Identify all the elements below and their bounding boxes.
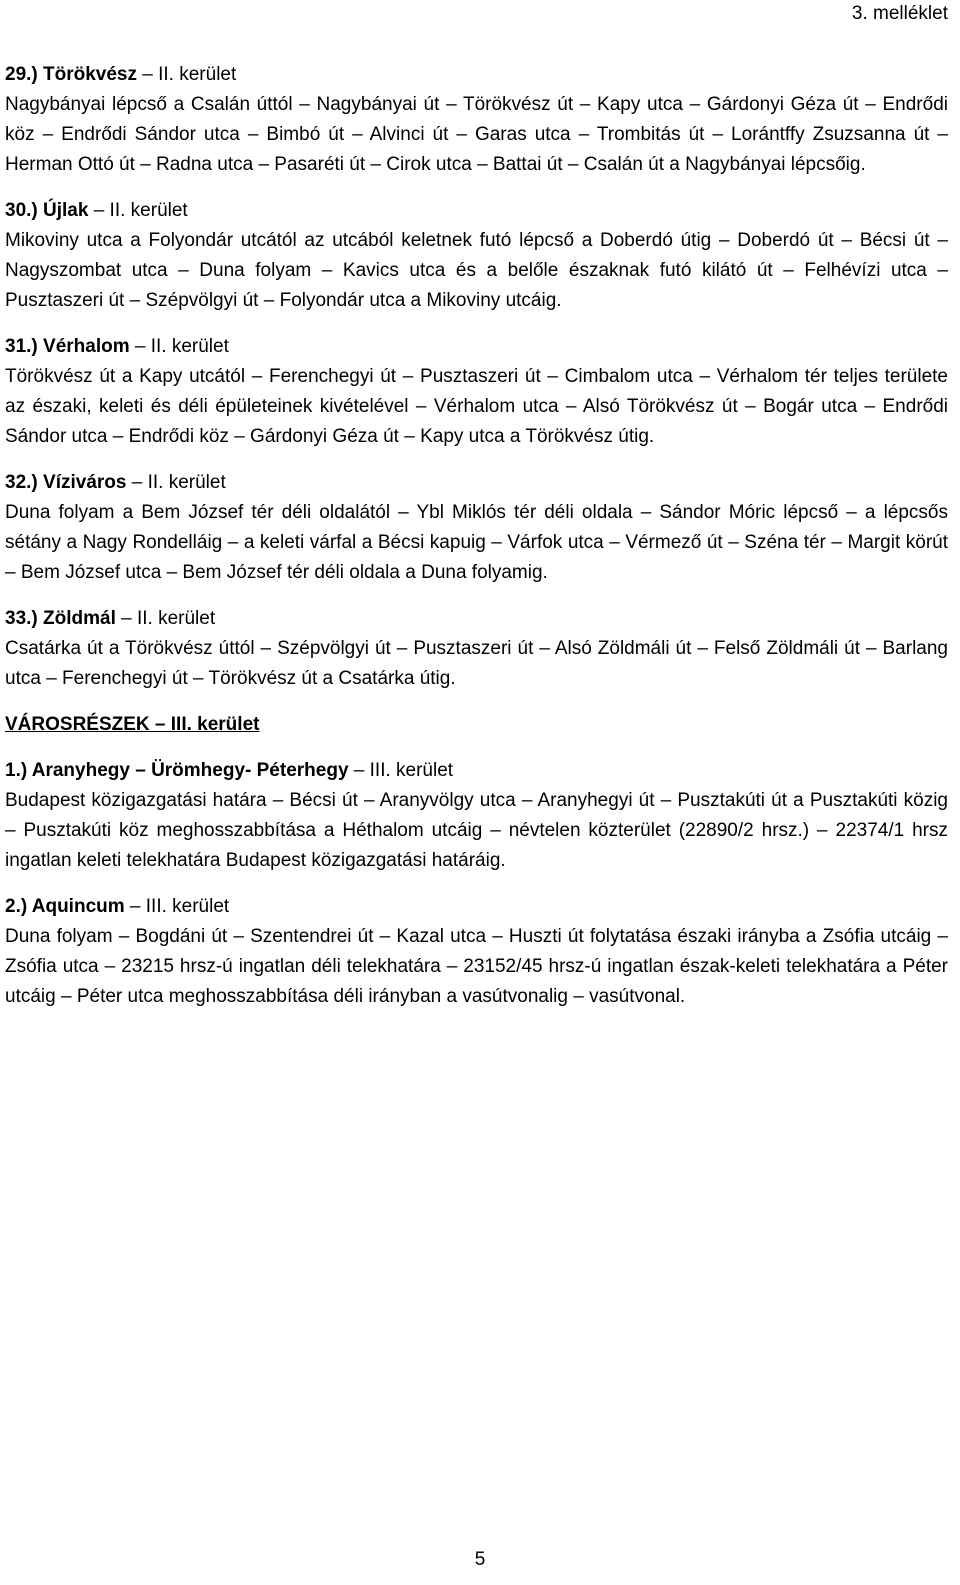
section-ujlak xyxy=(5,196,948,316)
section-district: – II. kerület xyxy=(115,608,216,629)
page-number: 5 xyxy=(474,1549,486,1570)
section-text: Budapest közigazgatási határa – Bécsi út – Aranyvölgy utca – Aranyhegyi út – Pusztakúti út a Pusztakúti közig – Pusztakúti köz meghosszabbítása a Héthalom utcáig – névtelen közterület (22890/2 hrsz.) – 22374/1 hrsz ingatlan keleti telekhatára Budapest közigazgatási határáig. xyxy=(5,790,948,871)
section-district: – II. kerület xyxy=(137,64,237,85)
district-title: VÁROSRÉSZEK – III. kerület xyxy=(5,714,260,735)
section-number: 33.) Zöldmál xyxy=(5,608,116,629)
section-text: Duna folyam a Bem József tér déli oldalától – Ybl Miklós tér déli oldala – Sándor Móric lépcső – a lépcsős sétány a Nagy Rondelláig – a keleti várfal a Bécsi kapuig – Várfok utca – Vérmező út – Széna tér – Margit körút – Bem József utca – Bem József tér déli oldala a Duna folyamig. xyxy=(5,502,948,583)
section-heading xyxy=(5,60,948,90)
section-number: 31.) Vérhalom xyxy=(5,336,130,357)
section-text: Törökvész út a Kapy utcától – Ferenchegyi út – Pusztaszeri út – Cimbalom utca – Vérhalom tér teljes területe az északi, keleti és déli épületeinek kivételével – Vérhalom utca – Alsó Törökvész út – Bogár utca – Endrődi Sándor utca – Endrődi köz – Gárdonyi Géza út – Kapy utca a Törökvész útig. xyxy=(5,366,948,447)
section-district: – II. kerület xyxy=(129,336,229,357)
section-text: Duna folyam – Bogdáni út – Szentendrei út – Kazal utca – Huszti út folytatása északi irányba a Zsófia utcáig – Zsófia utca – 23215 hrsz-ú ingatlan déli telekhatára – 23152/45 hrsz-ú ingatlan észak-keleti telekhatára a Péter utcáig – Péter utca meghosszabbítása déli irányban a vasútvonalig – vasútvonal. xyxy=(5,926,948,1007)
annex-label: 3. melléklet xyxy=(851,3,948,24)
section-text: Csatárka út a Törökvész úttól – Szépvölgyi út – Pusztaszeri út – Alsó Zöldmáli út – Felső Zöldmáli út – Barlang utca – Ferenchegyi út – Törökvész út a Csatárka útig. xyxy=(5,638,948,689)
section-number: 1.) Aranyhegy – Ürömhegy- Péterhegy xyxy=(5,760,349,781)
section-zoldmal xyxy=(5,604,948,694)
section-heading xyxy=(5,468,948,498)
section-text: Mikoviny utca a Folyondár utcától az utcából keletnek futó lépcső a Doberdó útig – Doberdó út – Bécsi út – Nagyszombat utca – Duna folyam – Kavics utca és a belőle északnak futó kilátó út – Felhévízi utca – Pusztaszeri út – Szépvölgyi út – Folyondár utca a Mikoviny utcáig. xyxy=(5,230,948,311)
section-heading xyxy=(5,196,948,226)
section-heading xyxy=(5,756,948,786)
section-heading xyxy=(5,332,948,362)
section-heading xyxy=(5,604,948,634)
section-viziváros xyxy=(5,468,948,588)
section-text: Nagybányai lépcső a Csalán úttól – Nagybányai út – Törökvész út – Kapy utca – Gárdonyi Géza út – Endrődi köz – Endrődi Sándor utca – Bimbó út – Alvinci út – Garas utca – Trombitás út – Lorántffy Zsuzsanna út – Herman Ottó út – Radna utca – Pasaréti út – Cirok utca – Battai út – Csalán út a Nagybányai lépcsőig. xyxy=(5,94,948,175)
section-heading xyxy=(5,892,948,922)
section-verhalom xyxy=(5,332,948,452)
section-district: – III. kerület xyxy=(348,760,454,781)
section-torokvesz xyxy=(5,60,948,180)
section-district: – II. kerület xyxy=(126,472,226,493)
section-number: 2.) Aquincum xyxy=(5,896,125,917)
section-aquincum xyxy=(5,892,948,1012)
section-number: 29.) Törökvész xyxy=(5,64,137,85)
section-aranyhegy xyxy=(5,756,948,876)
section-number: 30.) Újlak xyxy=(5,200,89,221)
section-number: 32.) Víziváros xyxy=(5,472,127,493)
section-district: – II. kerület xyxy=(88,200,188,221)
document-body xyxy=(5,60,948,1028)
section-district: – III. kerület xyxy=(124,896,230,917)
